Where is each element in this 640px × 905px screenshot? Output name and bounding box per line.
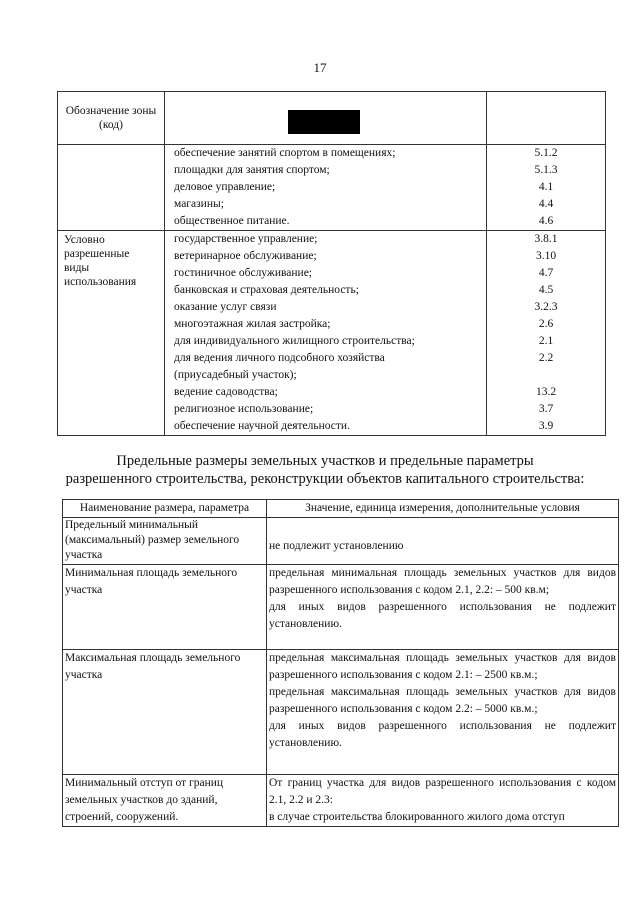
param-value-cell (267, 775, 619, 827)
param-value-line: От границ участка для видов разрешенного использования с кодом 2.1, 2.2 и 2.3: (269, 777, 616, 806)
zone-cell (58, 145, 165, 231)
zone-code-header: Обозначение зоны (код) (58, 92, 165, 145)
table-header-row (63, 500, 619, 518)
param-value-line: предельная минимальная площадь земельных участков для видов разрешенного использования с кодом 2.1, 2.2: – 500 кв.м; (269, 567, 616, 596)
table-row (63, 650, 619, 775)
use-name: государственное управление; (174, 233, 318, 245)
param-name-cell: Максимальная площадь земельного участка (63, 650, 267, 775)
codes-cell (487, 231, 606, 436)
use-code: 2.6 (538, 318, 554, 330)
use-code: 3.7 (538, 403, 554, 415)
use-name: ведение садоводства; (174, 386, 278, 398)
zone-label: Условно разрешенные виды использования (64, 234, 137, 288)
param-value-line: предельная максимальная площадь земельных участков для видов разрешенного использования с кодом 2.1: – 2500 кв.м.; (269, 652, 616, 681)
param-name-cell: Предельный минимальный (максимальный) размер земельного участка (63, 518, 267, 565)
use-name: общественное питание. (174, 215, 290, 227)
uses-cell (165, 231, 487, 436)
uses-header-cell (165, 92, 487, 145)
section-title (40, 452, 610, 488)
parameters-table (62, 499, 619, 827)
use-code: 4.1 (538, 181, 554, 193)
uses-cell (165, 145, 487, 231)
use-name: религиозное использование; (174, 403, 314, 415)
use-code: 3.2.3 (534, 301, 558, 313)
use-code: 3.9 (538, 420, 554, 432)
param-name-cell: Минимальная площадь земельного участка (63, 565, 267, 650)
use-name: обеспечение занятий спортом в помещениях; (174, 147, 396, 159)
param-value-line: в случае строительства блокированного жилого дома отступ (269, 811, 565, 823)
param-value-line: для иных видов разрешенного использования не подлежит установлению. (269, 720, 616, 749)
use-name: для индивидуального жилищного строительства; (174, 335, 415, 347)
use-code: 5.1.2 (534, 147, 558, 159)
table-row (63, 518, 619, 565)
use-code: 3.10 (535, 250, 557, 262)
param-value-header: Значение, единица измерения, дополнительные условия (267, 500, 619, 518)
table-row (58, 145, 606, 231)
use-name: банковская и страховая деятельность; (174, 284, 359, 296)
table-row (63, 565, 619, 650)
permitted-uses-table (57, 91, 606, 436)
param-name-cell: Минимальный отступ от границ земельных участков до зданий, строений, сооружений. (63, 775, 267, 827)
use-code: 4.7 (538, 267, 554, 279)
use-code: 4.6 (538, 215, 554, 227)
page-number: 17 (313, 60, 327, 75)
use-code (487, 367, 605, 384)
section-title-line2: разрешенного строительства, реконструкции объектов капитального строительства: (65, 471, 585, 487)
table-row (58, 231, 606, 436)
param-value-line: для иных видов разрешенного использования не подлежит установлению. (269, 601, 616, 630)
param-value-line: предельная максимальная площадь земельных участков для видов разрешенного использования с кодом 2.2: – 5000 кв.м.; (269, 686, 616, 715)
use-name: гостиничное обслуживание; (174, 267, 312, 279)
use-code: 5.1.3 (534, 164, 558, 176)
use-code: 2.1 (538, 335, 554, 347)
param-value-cell (267, 565, 619, 650)
section-title-line1: Предельные размеры земельных участков и предельные параметры (116, 453, 534, 469)
param-value-cell (267, 650, 619, 775)
code-header-cell (487, 92, 606, 145)
use-name: обеспечение научной деятельности. (174, 420, 350, 432)
use-name: для ведения личного подсобного хозяйства (174, 352, 385, 364)
table-header-row (58, 92, 606, 145)
use-name: многоэтажная жилая застройка; (174, 318, 331, 330)
codes-cell (487, 145, 606, 231)
use-code: 2.2 (538, 352, 554, 364)
param-value-cell: не подлежит установлению (267, 518, 619, 565)
use-code: 4.4 (538, 198, 554, 210)
param-name-header: Наименование размера, параметра (63, 500, 267, 518)
use-name: магазины; (174, 198, 224, 210)
use-code: 3.8.1 (534, 233, 558, 245)
use-name: деловое управление; (174, 181, 276, 193)
use-name: ветеринарное обслуживание; (174, 250, 317, 262)
use-name: (приусадебный участок); (174, 369, 297, 381)
use-name: площадки для занятия спортом; (174, 164, 330, 176)
use-code: 4.5 (538, 284, 554, 296)
use-code: 13.2 (535, 386, 557, 398)
use-name: оказание услуг связи (174, 301, 277, 313)
zone-cell (58, 231, 165, 436)
table-row (63, 775, 619, 827)
